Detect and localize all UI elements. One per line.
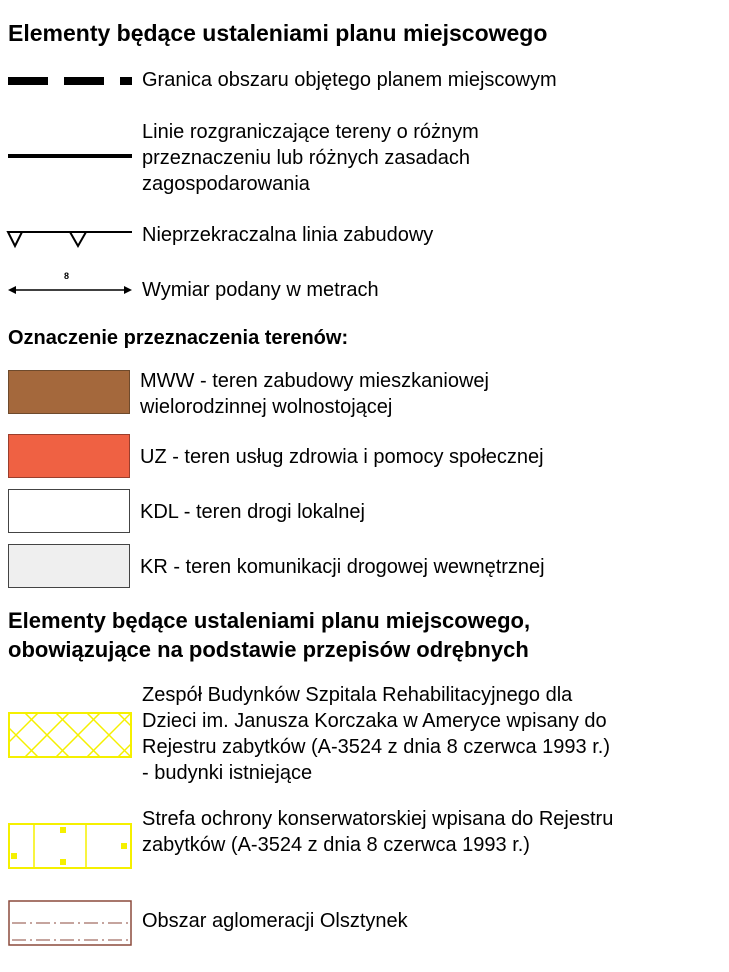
triangle-building-line-icon [8,228,132,248]
legend-label-demarcation-lines: Linie rozgraniczające tereny o różnym przeznaczeniu lub różnych zasadach zagospodarowania [142,121,479,195]
legend-label-mww: MWW - teren zabudowy mieszkaniowej wielorodzinnej wolnostojącej [140,370,489,418]
swatch-brown [8,370,130,414]
legend-label-conservation-zone: Strefa ochrony konserwatorskiej wpisana do Rejestru zabytków (A-3524 z dnia 8 czerwca 1993 r.) [142,808,614,856]
legend-heading-separate-regulations: Elementy będące ustaleniami planu miejscowego, obowiązujące na podstawie przepisów odrębnych [8,608,531,662]
solid-line-icon [8,153,132,159]
legend-label-boundary: Granica obszaru objętego planem miejscowym [142,69,557,91]
legend-label-hospital-complex: Zespół Budynków Szpitala Rehabilitacyjnego dla Dzieci im. Janusza Korczaka w Ameryce wpisany do Rejestru zabytków (A-3524 z dnia 8 czerwca 1993 r.) - budynki istniejące [142,684,610,784]
dimension-arrow-icon [8,274,132,294]
yellow-dotted-zone-icon [8,823,132,869]
legend-heading-plan-elements: Elementy będące ustaleniami planu miejscowego [8,20,548,46]
legend-label-agglomeration: Obszar aglomeracji Olsztynek [142,910,408,932]
legend-label-kr: KR - teren komunikacji drogowej wewnętrznej [140,556,545,578]
swatch-light-gray [8,544,130,588]
swatch-orange-red [8,434,130,478]
legend-label-kdl: KDL - teren drogi lokalnej [140,501,365,523]
yellow-crosshatch-icon [8,712,132,758]
legend-label-uz: UZ - teren usług zdrowia i pomocy społecznej [140,446,544,468]
legend-heading-land-use: Oznaczenie przeznaczenia terenów: [8,327,349,349]
dimension-value: 8 [64,271,70,281]
legend-label-building-line: Nieprzekraczalna linia zabudowy [142,224,434,246]
legend-label-dimension: Wymiar podany w metrach [142,279,379,301]
brown-dash-dot-zone-icon [8,900,132,946]
swatch-white [8,489,130,533]
dashed-thick-line-icon [8,75,132,87]
